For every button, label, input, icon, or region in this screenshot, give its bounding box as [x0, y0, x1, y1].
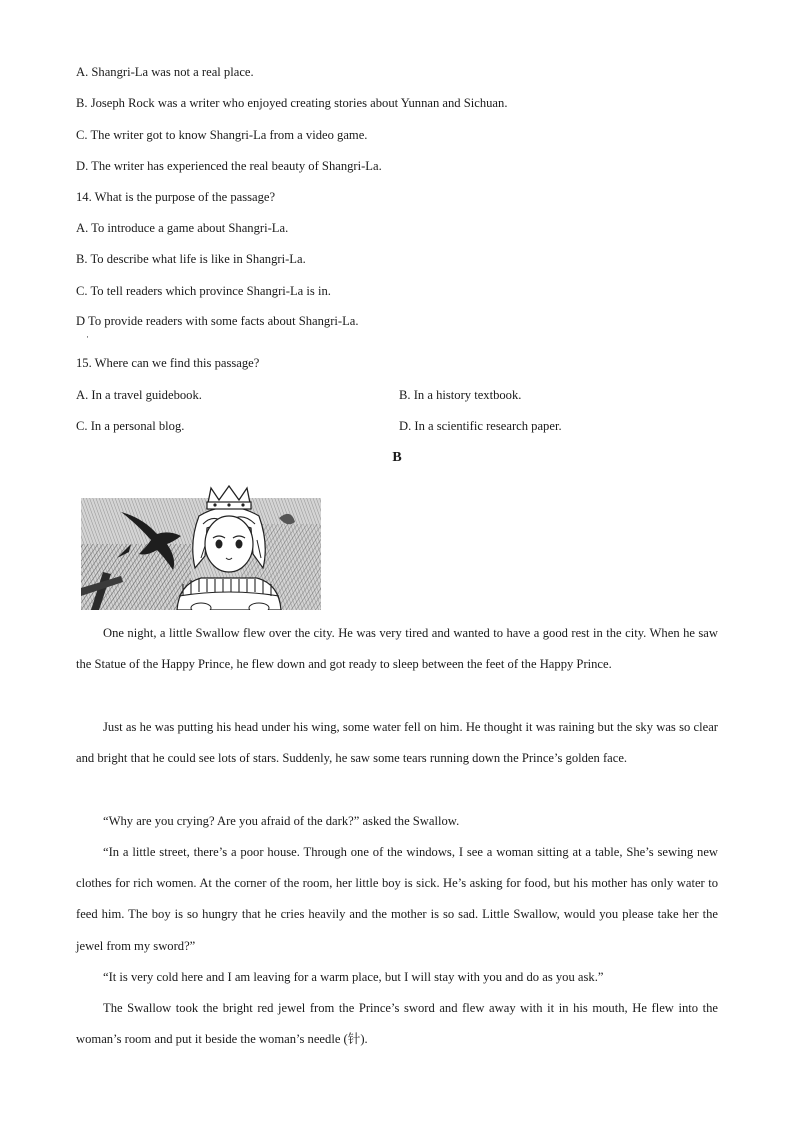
- passage-text: The Swallow took the bright red jewel from the Prince’s sword and flew away with it in his mouth, He flew into the woman’s room and put it beside the woman’s needle (针).: [76, 1001, 718, 1047]
- q14-question: 14. What is the purpose of the passage?: [76, 190, 276, 204]
- stray-dot: ·: [86, 332, 89, 342]
- passage-text: Just as he was putting his head under his wing, some water fell on him. He thought it was raining but the sky was so clear and bright that he could see lots of stars. Suddenly, he saw some tears running down the Prince’s golden face.: [76, 720, 718, 766]
- q13-option-d: D. The writer has experienced the real beauty of Shangri-La.: [76, 159, 382, 173]
- passage-text: “In a little street, there’s a poor house. Through one of the windows, I see a woman sitting at a table, She’s sewing new clothes for rich women. At the corner of the room, her little boy is sick. He’s asking for food, but his mother has only water to feed him. The boy is so hungry that he cries heavily and the mother is so sad. Little Swallow, would you please take her the jewel from my sword?”: [76, 845, 718, 953]
- q15-option-b: B. In a history textbook.: [399, 388, 522, 402]
- q15-option-a: A. In a travel guidebook.: [76, 388, 202, 402]
- passage-paragraph: [76, 618, 718, 680]
- happy-prince-illustration: [81, 484, 321, 610]
- q14-option-a: A. To introduce a game about Shangri-La.: [76, 221, 289, 235]
- passage-paragraph: [76, 712, 718, 774]
- passage-text: “Why are you crying? Are you afraid of the dark?” asked the Swallow.: [103, 814, 460, 828]
- q14-option-b: B. To describe what life is like in Shangri-La.: [76, 252, 306, 266]
- q13-option-a: A. Shangri-La was not a real place.: [76, 65, 254, 79]
- passage-text: One night, a little Swallow flew over the city. He was very tired and wanted to have a good rest in the city. When he saw the Statue of the Happy Prince, he flew down and got ready to sleep between the feet of the Happy Prince.: [76, 626, 718, 672]
- q15-option-c: C. In a personal blog.: [76, 419, 185, 433]
- passage-paragraph: [76, 993, 718, 1055]
- passage-text: “It is very cold here and I am leaving for a warm place, but I will stay with you and do as you ask.”: [103, 970, 604, 984]
- passage-paragraph: [76, 837, 718, 962]
- section-heading: B: [392, 450, 402, 465]
- q13-option-c: C. The writer got to know Shangri-La from a video game.: [76, 128, 368, 142]
- passage-paragraph: [76, 962, 718, 993]
- q15-question: 15. Where can we find this passage?: [76, 356, 260, 370]
- q15-option-d: D. In a scientific research paper.: [399, 419, 562, 433]
- q13-option-b: B. Joseph Rock was a writer who enjoyed creating stories about Yunnan and Sichuan.: [76, 96, 508, 110]
- q14-option-d: D To provide readers with some facts about Shangri-La.: [76, 314, 359, 328]
- passage-paragraph: [76, 806, 718, 837]
- q14-option-c: C. To tell readers which province Shangri-La is in.: [76, 284, 331, 298]
